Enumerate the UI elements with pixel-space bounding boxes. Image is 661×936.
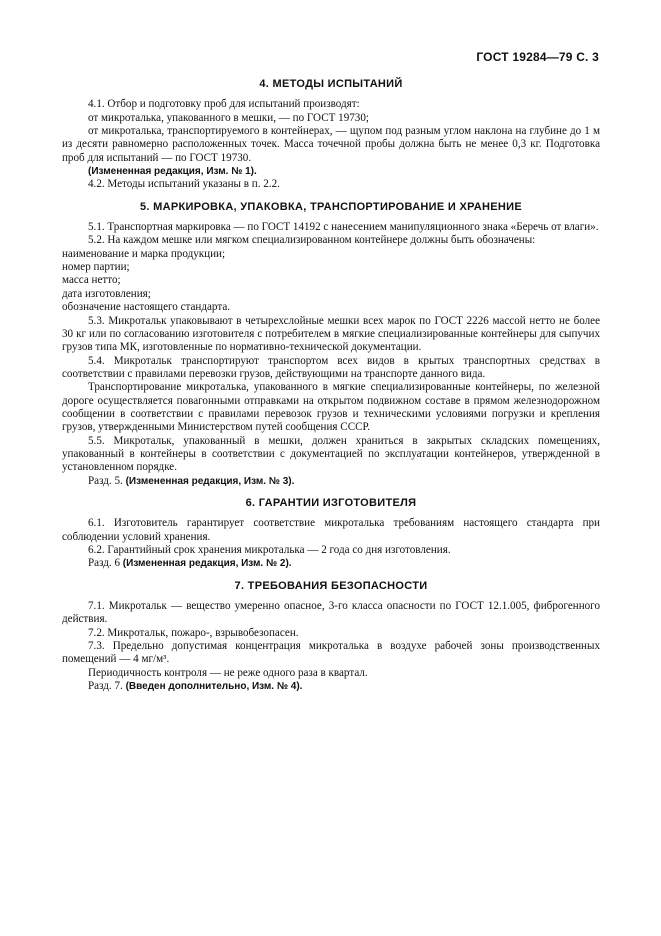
section-6-title: 6. ГАРАНТИИ ИЗГОТОВИТЕЛЯ	[245, 496, 417, 509]
amendment-text: (Введен дополнительно, Изм. № 4).	[125, 681, 303, 693]
document-body	[62, 78, 600, 693]
marking-item: наименование и марка продукции;	[62, 247, 226, 260]
marking-item: дата изготовления;	[62, 287, 151, 300]
marking-item: номер партии;	[62, 261, 130, 274]
paragraph-7-1: 7.1. Микротальк — вещество умеренно опасное, 3-го класса опасности по ГОСТ 12.1.005, фиброгенного действия.	[62, 600, 600, 626]
page-header: ГОСТ 19284—79 С. 3	[476, 50, 599, 64]
amendment-prefix: Разд. 6	[88, 557, 121, 570]
section-4-title: 4. МЕТОДЫ ИСПЫТАНИЙ	[259, 78, 403, 90]
amendment-note-2	[62, 557, 600, 570]
paragraph-5-3: 5.3. Микротальк упаковывают в четырехслойные мешки всех марок по ГОСТ 2226 массой нетто не более 30 кг или по согласованию изготовителя с потребителем в мягкие специализированные контейнеры для сыпучих грузов типа МК, изготовленные по нормативно-технической документации.	[62, 314, 600, 354]
paragraph-4-1: 4.1. Отбор и подготовку проб для испытаний производят:	[88, 98, 360, 111]
paragraph-6-1: 6.1. Изготовитель гарантирует соответствие микроталька требованиям настоящего стандарта при соблюдении условий хранения.	[62, 517, 600, 543]
paragraph-5-5: 5.5. Микротальк, упакованный в мешки, должен храниться в закрытых складских помещениях, упакованный в контейнеры в соответствии с документацией по эксплуатации контейнеров, утвержденной в установленном порядке.	[62, 434, 600, 474]
amendment-prefix: Разд. 7.	[88, 680, 123, 693]
section-7-title: 7. ТРЕБОВАНИЯ БЕЗОПАСНОСТИ	[234, 579, 428, 592]
paragraph-5-4-b: Транспортирование микроталька, упакованного в мягкие специализированные контейнеры, по железной дороге осуществляется повагонными отправками на открытом подвижном составе в прямом железнодорожном сообщении в соответствии с правилами перевозок грузов и техническими условиями погрузки и крепления грузов, утвержденными Министерством путей сообщения СССР.	[62, 381, 600, 434]
paragraph-4-1-a: от микроталька, упакованного в мешки, — по ГОСТ 19730;	[88, 111, 369, 124]
paragraph-7-3: 7.3. Предельно допустимая концентрация микроталька в воздухе рабочей зоны производственных помещений — 4 мг/м³.	[62, 640, 600, 666]
section-5-title: 5. МАРКИРОВКА, УПАКОВКА, ТРАНСПОРТИРОВАНИЕ И ХРАНЕНИЕ	[140, 200, 522, 213]
paragraph-5-4: 5.4. Микротальк транспортируют транспортом всех видов в крытых транспортных средствах в соответствии с правилами перевозки грузов, действующими на транспорте данного вида.	[62, 354, 600, 380]
paragraph-4-2: 4.2. Методы испытаний указаны в п. 2.2.	[88, 178, 280, 191]
paragraph-7-2: 7.2. Микротальк, пожаро-, взрывобезопасен.	[88, 626, 299, 639]
amendment-note-3	[62, 475, 600, 488]
amendment-text: (Измененная редакция, Изм. № 2).	[122, 558, 292, 570]
marking-item: масса нетто;	[62, 274, 121, 287]
amendment-note-4	[62, 680, 600, 693]
paragraph-5-1: 5.1. Транспортная маркировка — по ГОСТ 14192 с нанесением манипуляционного знака «Беречь от влаги».	[88, 221, 599, 234]
amendment-prefix: Разд. 5.	[88, 474, 123, 487]
amendment-note-1: (Измененная редакция, Изм. № 1).	[88, 166, 257, 178]
paragraph-4-1-b: от микроталька, транспортируемого в контейнерах, — щупом под разным углом наклона на глубине до 1 м из десяти равномерно расположенных точек. Масса точечной пробы должна быть не менее 0,3 кг. Подготовка проб для испытаний — по ГОСТ 19730.	[62, 125, 600, 164]
paragraph-7-3-b: Периодичность контроля — не реже одного раза в квартал.	[88, 666, 368, 679]
paragraph-6-2: 6.2. Гарантийный срок хранения микроталька — 2 года со дня изготовления.	[88, 544, 451, 556]
amendment-text: (Измененная редакция, Изм. № 3).	[125, 475, 295, 487]
paragraph-5-2: 5.2. На каждом мешке или мягком специализированном контейнере должны быть обозначены:	[88, 234, 536, 247]
marking-item: обозначение настоящего стандарта.	[62, 301, 231, 314]
